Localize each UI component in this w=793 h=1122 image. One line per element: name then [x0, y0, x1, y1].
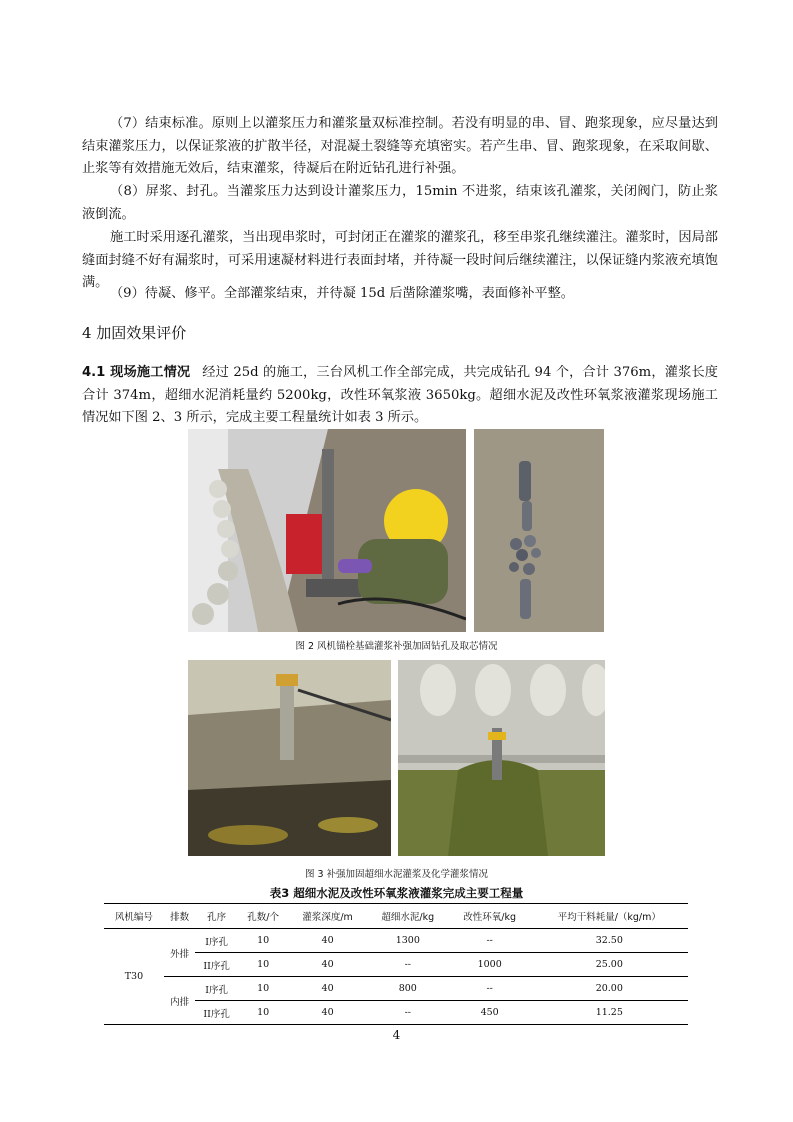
paragraph-curing: （9）待凝、修平。全部灌浆结束，并待凝 15d 后凿除灌浆嘴，表面修补平整。	[110, 286, 574, 301]
table-row	[104, 977, 688, 1001]
table-cell: --	[449, 977, 531, 1001]
chemical-grouting-photo	[398, 660, 605, 856]
table-cell: 40	[288, 929, 366, 953]
subsection-label: 4.1 现场施工情况	[82, 365, 191, 380]
table-cell: --	[367, 953, 449, 977]
row-label-outer: 外排	[164, 929, 195, 977]
paragraph-construction: 施工时采用逐孔灌浆，当出现串浆时，可封闭正在灌浆的灌浆孔，移至串浆孔继续灌注。灌浆时，因局部缝面封缝不好有漏浆时，可采用速凝材料进行表面封堵，并待凝一段时间后继续灌注，以保证缝内浆液充填饱满。	[82, 230, 718, 290]
table-cell: 40	[288, 977, 366, 1001]
col-header-hole-count: 孔数/个	[238, 904, 288, 929]
table-cell: 11.25	[531, 1001, 688, 1025]
table-cell: 10	[238, 977, 288, 1001]
col-header-row: 排数	[164, 904, 195, 929]
quantities-table	[104, 903, 688, 1025]
subsection-paragraph	[82, 362, 718, 430]
table-cell: 10	[238, 1001, 288, 1025]
col-header-hole-order: 孔序	[195, 904, 238, 929]
table-cell: --	[367, 1001, 449, 1025]
table-cell: 40	[288, 953, 366, 977]
table-3-title: 表3 超细水泥及改性环氧浆液灌浆完成主要工程量	[269, 886, 524, 900]
table-cell: 10	[238, 953, 288, 977]
table-cell: 20.00	[531, 977, 688, 1001]
table-cell: 32.50	[531, 929, 688, 953]
table-cell: --	[449, 929, 531, 953]
table-cell: 800	[367, 977, 449, 1001]
table-cell: 450	[449, 1001, 531, 1025]
table-cell: II序孔	[195, 953, 238, 977]
table-cell: 40	[288, 1001, 366, 1025]
turbine-id-cell: T30	[104, 929, 164, 1025]
figure-3-caption: 图 3 补强加固超细水泥灌浆及化学灌浆情况	[304, 869, 489, 880]
cement-grouting-photo	[188, 660, 391, 856]
col-header-cement: 超细水泥/kg	[367, 904, 449, 929]
table-row	[104, 929, 688, 953]
paragraph-end-criteria: （7）结束标准。原则上以灌浆压力和灌浆量双标准控制。若没有明显的串、冒、跑浆现象，应尽量达到结束灌浆压力，以保证浆液的扩散半径，对混凝土裂缝等充填密实。若产生串、冒、跑浆现象，在采取间歇、止浆等有效措施无效后，结束灌浆，待凝后在附近钻孔进行补强。	[82, 116, 718, 176]
col-header-depth: 灌浆深度/m	[288, 904, 366, 929]
figure-2-caption: 图 2 风机锚栓基础灌浆补强加固钻孔及取芯情况	[295, 641, 498, 652]
col-header-turbine: 风机编号	[104, 904, 164, 929]
table-cell: 25.00	[531, 953, 688, 977]
col-header-epoxy: 改性环氧/kg	[449, 904, 531, 929]
table-cell: II序孔	[195, 1001, 238, 1025]
section-heading: 4 加固效果评价	[82, 324, 187, 342]
subsection-text: 经过 25d 的施工，三台风机工作全部完成，共完成钻孔 94 个，合计 376m，灌浆长度合计 374m，超细水泥消耗量约 5200kg，改性环氧浆液 3650kg。超细水泥及改性环氧浆液灌浆现场施工情况如下图 2、3 所示，完成主要工程量统计如表 3 所示。	[82, 365, 718, 425]
table-cell: 1300	[367, 929, 449, 953]
table-cell: 10	[238, 929, 288, 953]
core-sample-photo	[474, 429, 604, 632]
col-header-consumption: 平均干料耗量/（kg/m）	[531, 904, 688, 929]
drilling-photo	[188, 429, 466, 632]
page-number: 4	[392, 1028, 401, 1042]
table-cell: I序孔	[195, 977, 238, 1001]
table-cell: 1000	[449, 953, 531, 977]
table-cell: I序孔	[195, 929, 238, 953]
paragraph-screen-seal: （8）屏浆、封孔。当灌浆压力达到设计灌浆压力，15min 不进浆，结束该孔灌浆，关闭阀门，防止浆液倒流。	[82, 184, 718, 222]
row-label-inner: 内排	[164, 977, 195, 1025]
